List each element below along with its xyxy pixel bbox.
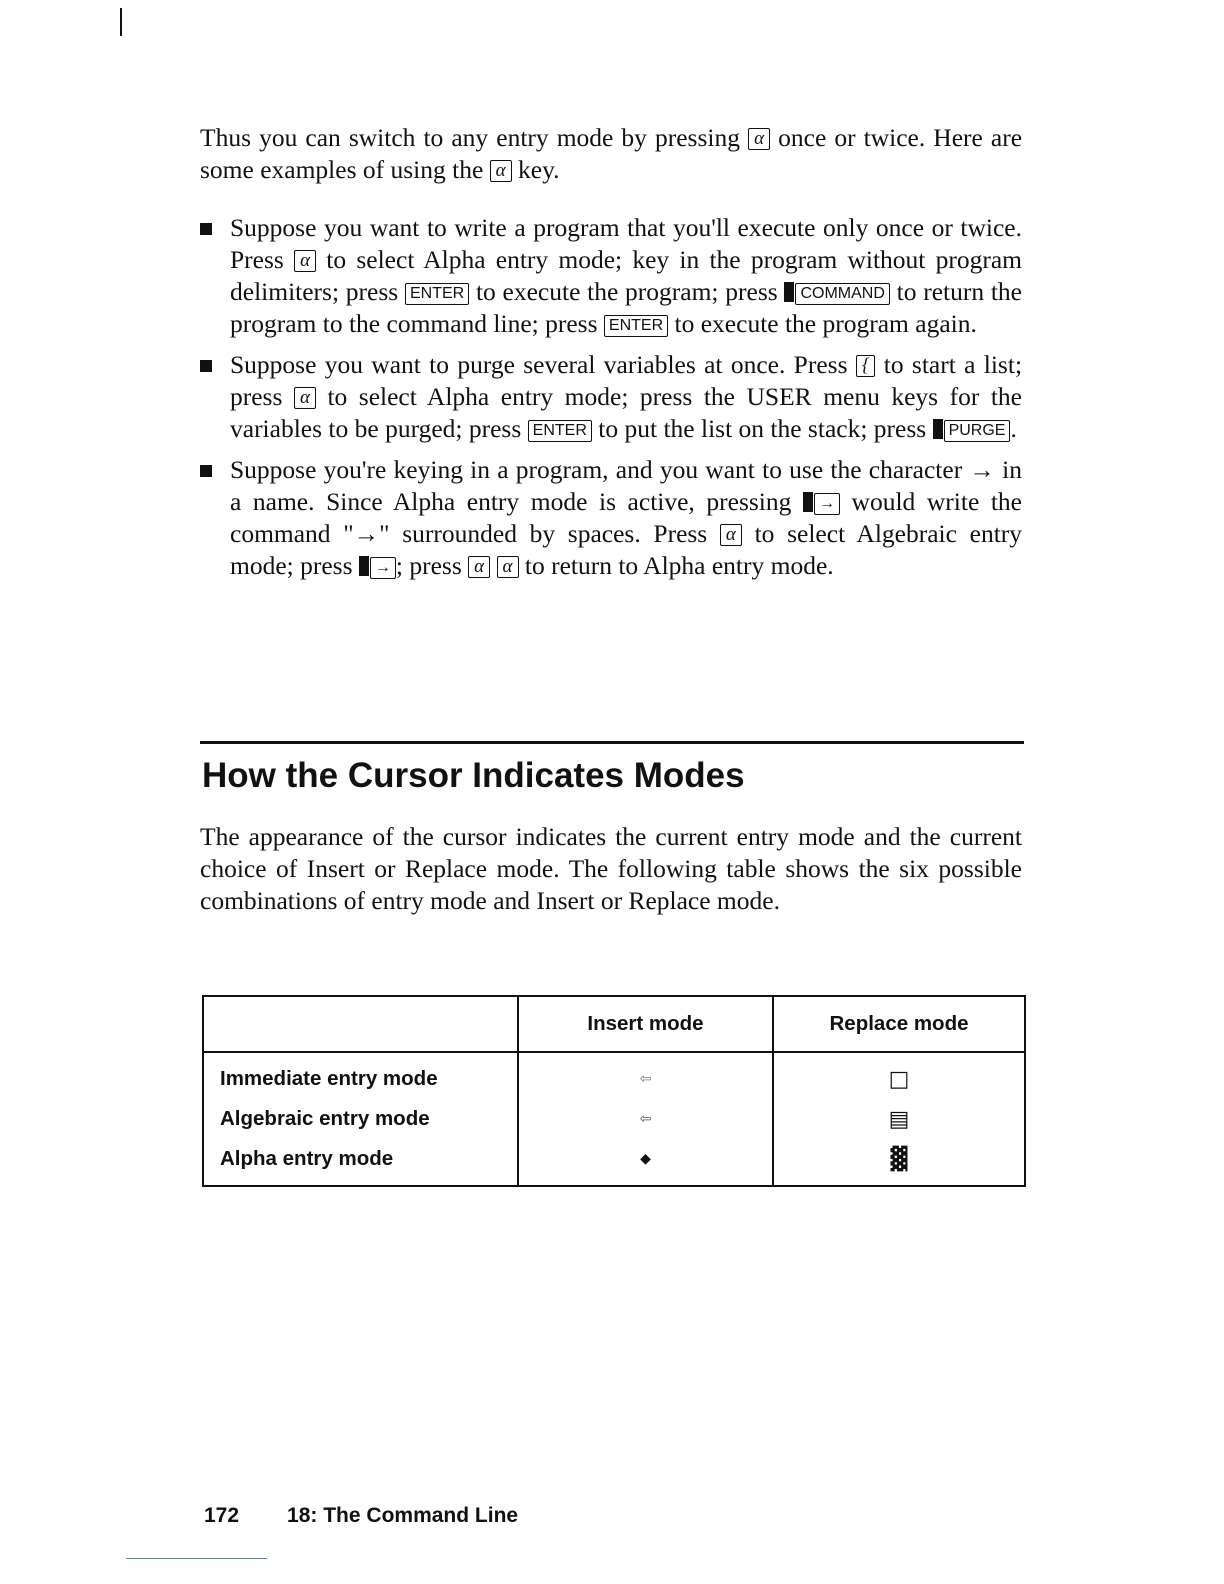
table-header-replace: Replace mode: [773, 996, 1025, 1052]
example-text: to return the program to the command line; press: [230, 277, 1022, 338]
left-shift-key-icon: [359, 556, 369, 576]
example-text: to put the list on the stack; press: [598, 414, 927, 443]
section-divider: [200, 741, 1024, 744]
intro-text-2: once or twice. Here are some examples of using the: [200, 123, 1023, 184]
bottom-edge-line: [126, 1558, 267, 1559]
example-text: would write the command "→" surrounded by spaces. Press: [230, 487, 1022, 548]
table-header-insert: Insert mode: [518, 996, 773, 1052]
alpha-key: α: [497, 556, 519, 578]
bullet-icon: [200, 360, 212, 372]
example-list: [196, 212, 1022, 591]
example-text: ; press: [395, 551, 462, 580]
insert-cursor-icon: ◆: [518, 1139, 773, 1186]
example-text: Suppose you want to write a program that you'll execute only once or twice. Press: [230, 213, 1022, 274]
section-heading: How the Cursor Indicates Modes: [202, 756, 745, 795]
example-text: to start a list; press: [230, 350, 1023, 411]
example-item-program: [196, 212, 1022, 340]
table-row: [203, 1139, 1025, 1186]
example-text: to select Alpha entry mode; press the USER menu keys for the variables to be purged; press: [230, 382, 1023, 443]
example-text: to execute the program; press: [475, 277, 778, 306]
alpha-key: α: [294, 387, 316, 409]
cursor-mode-table: [202, 995, 1026, 1187]
page-footer: [204, 1502, 518, 1530]
enter-key: ENTER: [405, 283, 469, 305]
table-header-row: [203, 996, 1025, 1052]
purge-key: PURGE: [944, 420, 1011, 442]
alpha-key: α: [468, 556, 490, 578]
left-brace-key: {: [856, 355, 876, 377]
table-header-blank: [203, 996, 518, 1052]
bullet-icon: [200, 465, 212, 477]
replace-cursor-icon: ▤: [773, 1099, 1025, 1139]
alpha-key: α: [490, 160, 512, 182]
example-text: Suppose you're keying in a program, and you want to use the character → in a name. Since Alpha entry mode is active, pressing: [230, 455, 1022, 516]
example-text: .: [1010, 414, 1017, 443]
row-label: Immediate entry mode: [203, 1052, 518, 1099]
example-text: Suppose you want to purge several variables at once. Press: [230, 350, 848, 379]
enter-key: ENTER: [528, 420, 592, 442]
left-shift-key-icon: [784, 282, 794, 302]
page-number: 172: [204, 1504, 240, 1527]
row-label: Alpha entry mode: [203, 1139, 518, 1186]
intro-text-3: key.: [518, 155, 560, 184]
example-text: to select Alpha entry mode; key in the program without program delimiters; press: [230, 245, 1022, 306]
alpha-key: α: [720, 524, 742, 546]
enter-key: ENTER: [604, 315, 668, 337]
command-key: COMMAND: [795, 283, 889, 305]
replace-cursor-icon: □: [773, 1052, 1025, 1099]
arrow-key: →: [814, 493, 840, 515]
table-row: [203, 1099, 1025, 1139]
intro-text-1: Thus you can switch to any entry mode by pressing: [200, 123, 740, 152]
arrow-key: →: [370, 557, 396, 579]
margin-mark: [120, 8, 122, 36]
alpha-key: α: [748, 128, 770, 150]
intro-paragraph: [200, 122, 1022, 186]
row-label: Algebraic entry mode: [203, 1099, 518, 1139]
table-row: [203, 1052, 1025, 1099]
left-shift-key-icon: [803, 492, 813, 512]
alpha-key: α: [294, 250, 316, 272]
left-shift-key-icon: [933, 419, 943, 439]
example-text: to select Algebraic entry mode; press: [230, 519, 1023, 580]
bullet-icon: [200, 223, 212, 235]
insert-cursor-icon: ⇦: [518, 1052, 773, 1099]
example-item-purge: [196, 349, 1022, 445]
insert-cursor-icon: ⇦: [518, 1099, 773, 1139]
example-item-arrow: [196, 454, 1022, 582]
example-text: to execute the program again.: [674, 309, 977, 338]
chapter-title: 18: The Command Line: [287, 1504, 519, 1527]
replace-cursor-icon: ▓: [773, 1139, 1025, 1186]
cursor-paragraph: The appearance of the cursor indicates the current entry mode and the current choice of Insert or Replace mode. The following table shows the six possible combinations of entry mode and Insert or Replace mode.: [200, 822, 1022, 915]
example-text: to return to Alpha entry mode.: [524, 551, 834, 580]
